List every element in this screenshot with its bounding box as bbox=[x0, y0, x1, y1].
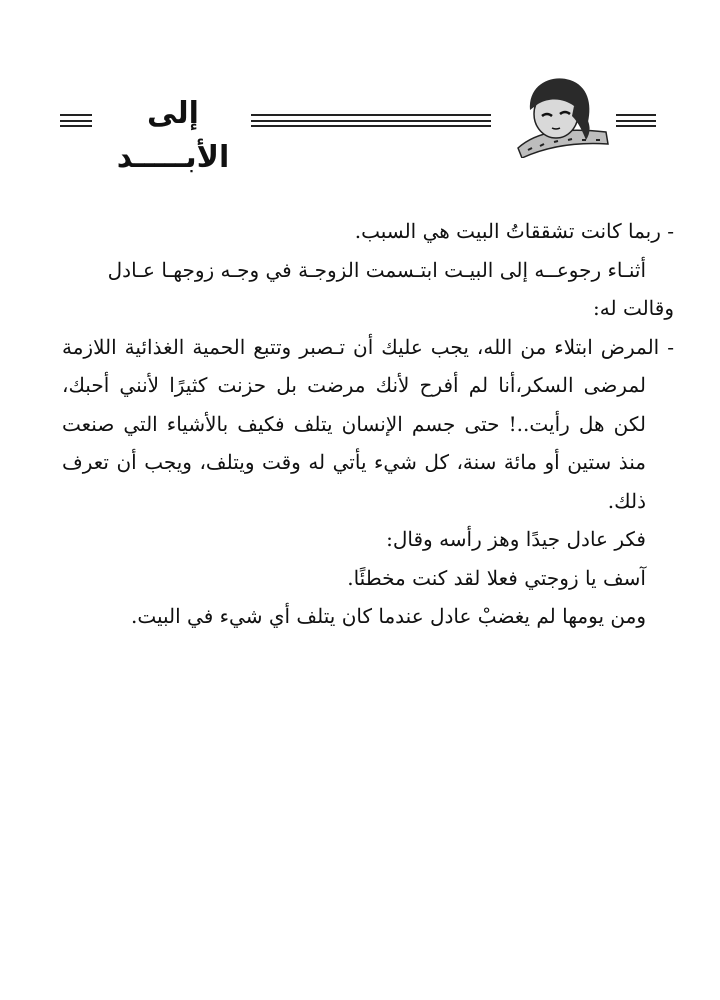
paragraph: - ربما كانت تشققاتُ البيت هي السبب. bbox=[354, 219, 674, 243]
story-text bbox=[62, 212, 674, 636]
paragraph: أثنـاء رجوعــه إلى البيـت ابتـسمت الزوجـة في وجـه زوجهـا عـادل bbox=[107, 257, 646, 282]
header-rule-right bbox=[616, 114, 656, 127]
girl-mascot-icon bbox=[508, 70, 612, 158]
chapter-header bbox=[48, 70, 668, 175]
paragraph: - المرض ابتلاء من الله، يجب عليك أن تـصبر وتتبع الحمية الغذائية اللازمة لمرضى السكر،أنا لم أفرح لأنك مرضت بل حزنت كثيرًا لأنني أحبك، لكن هل رأيت..! حتى جسم الإنسان يتلف فكيف بالأشياء التي صنعت منذ ستين أو مائة سنة، كل شيء يأتي له وقت ويتلف، ويجب أن تعرف ذلك. bbox=[62, 334, 674, 513]
paragraph: فكر عادل جيدًا وهز رأسه وقال: bbox=[386, 527, 646, 551]
paragraph: آسف يا زوجتي فعلا لقد كنت مخطئًا. bbox=[347, 565, 646, 590]
header-rule-left bbox=[60, 114, 92, 127]
chapter-title: إلى الأبـــــد bbox=[116, 96, 230, 175]
paragraph: ومن يومها لم يغضبْ عادل عندما كان يتلف أي شيء في البيت. bbox=[130, 604, 646, 628]
paragraph: وقالت له: bbox=[593, 296, 674, 320]
header-rule-middle bbox=[251, 114, 491, 127]
